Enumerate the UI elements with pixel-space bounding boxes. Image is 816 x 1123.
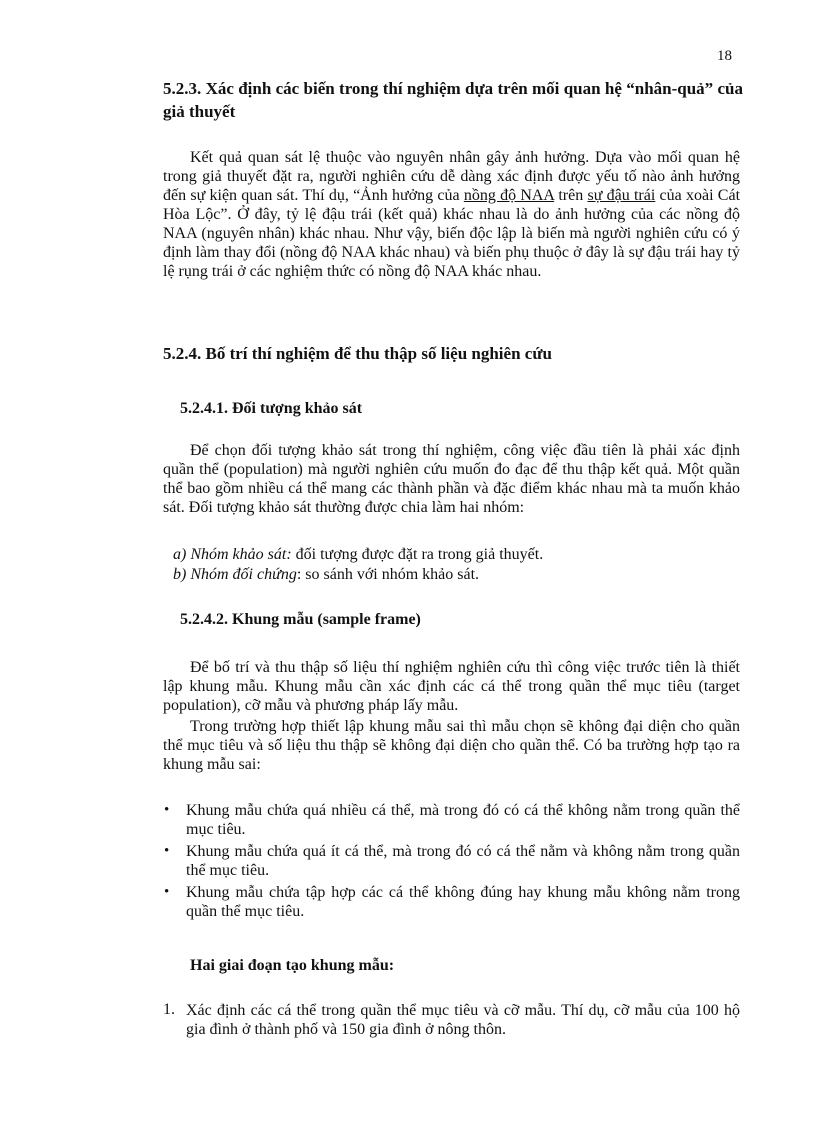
heading-5-2-3: 5.2.3. Xác định các biến trong thí nghiệm dựa trên mối quan hệ “nhân-quả” của giả thuyết bbox=[163, 79, 743, 121]
heading-5-2-4-2: 5.2.4.2. Khung mẫu (sample frame) bbox=[180, 611, 421, 628]
paragraph-subjects bbox=[163, 441, 740, 517]
heading-5-2-4: 5.2.4. Bố trí thí nghiệm để thu thập số liệu nghiên cứu bbox=[163, 344, 552, 363]
list-item bbox=[163, 801, 740, 839]
numbered-item bbox=[163, 1001, 740, 1039]
list-item-text: Khung mẫu chứa quá nhiều cá thể, mà trong đó có cá thể không nằm trong quần thể mục tiêu. bbox=[186, 802, 740, 838]
item-text: Xác định các cá thể trong quần thể mục tiêu và cỡ mẫu. Thí dụ, cỡ mẫu của 100 hộ gia đình ở thành phố và 150 gia đình ở nông thôn. bbox=[186, 1002, 740, 1038]
item-text: : so sánh với nhóm khảo sát. bbox=[296, 566, 480, 583]
bullet-icon: • bbox=[164, 884, 170, 900]
paragraph-text: Trong trường hợp thiết lập khung mẫu sai thì mẫu chọn sẽ không đại diện cho quần thể mục tiêu và số liệu thu thập sẽ không đại diện cho quần thể. Có ba trường hợp tạo ra khung mẫu sai: bbox=[163, 718, 740, 773]
item-number: 1. bbox=[163, 1001, 175, 1018]
heading-two-stages: Hai giai đoạn tạo khung mẫu: bbox=[190, 957, 395, 974]
item-label: a) Nhóm khảo sát: bbox=[173, 546, 292, 563]
page-number: 18 bbox=[717, 48, 732, 64]
paragraph-cause-effect bbox=[163, 148, 740, 281]
paragraph-wrong-frame bbox=[163, 717, 740, 774]
bullet-icon: • bbox=[164, 843, 170, 859]
list-item-control-group bbox=[173, 566, 479, 584]
list-item-text: Khung mẫu chứa quá ít cá thể, mà trong đó có cá thể nằm và không nằm trong quần thể mục tiêu. bbox=[186, 843, 740, 879]
list-item bbox=[163, 883, 740, 921]
underlined-term-fruit-set: sự đậu trái bbox=[587, 187, 656, 204]
item-label: b) Nhóm đối chứng bbox=[173, 566, 297, 583]
list-item-survey-group bbox=[173, 546, 543, 564]
heading-5-2-4-1: 5.2.4.1. Đối tượng khảo sát bbox=[180, 400, 363, 417]
paragraph-text: Để bố trí và thu thập số liệu thí nghiệm nghiên cứu thì công việc trước tiên là thiết lập khung mẫu. Khung mẫu cần xác định các cá thể trong quần thể mục tiêu (target population), cỡ mẫu và phương pháp lấy mẫu. bbox=[163, 659, 740, 714]
list-item-text: Khung mẫu chứa tập hợp các cá thể không đúng hay khung mẫu không nằm trong quần thể mục tiêu. bbox=[186, 884, 740, 920]
list-item bbox=[163, 842, 740, 880]
paragraph-sample-frame-intro bbox=[163, 658, 740, 715]
paragraph-text: Kết quả quan sát lệ thuộc vào nguyên nhân gây ảnh hưởng. Dựa vào mối quan hệ trong giả thuyết đặt ra, người nghiên cứu dễ dàng xác định được yếu tố nào ảnh hưởng đến sự kiện quan sát. Thí dụ, “Ảnh hưởng của bbox=[163, 149, 740, 204]
paragraph-text: của xoài Cát Hòa Lộc”. Ở đây, tỷ lệ đậu trái (kết quả) khác nhau là do ảnh hưởng của các nồng độ NAA (nguyên nhân) khác nhau. Như vậy, biến độc lập là biến mà người nghiên cứu có ý định làm thay đổi (nồng độ NAA khác nhau) và biến phụ thuộc ở đây là sự đậu trái hay tỷ lệ rụng trái ở các nghiệm thức có nồng độ NAA khác nhau. bbox=[163, 187, 741, 280]
paragraph-text: trên bbox=[554, 187, 588, 204]
bullet-icon: • bbox=[164, 802, 170, 818]
underlined-term-naa: nồng độ NAA bbox=[463, 187, 555, 204]
bullet-list bbox=[163, 801, 740, 924]
item-text: đối tượng được đặt ra trong giả thuyết. bbox=[291, 546, 544, 563]
paragraph-text: Để chọn đối tượng khảo sát trong thí nghiệm, công việc đầu tiên là phải xác định quần thể (population) mà người nghiên cứu muốn đo đạc để thu thập kết quả. Một quần thể bao gồm nhiều cá thể mang các thành phần và đặc điểm khác nhau mà ta muốn khảo sát. Đối tượng khảo sát thường được chia làm hai nhóm: bbox=[163, 442, 740, 516]
